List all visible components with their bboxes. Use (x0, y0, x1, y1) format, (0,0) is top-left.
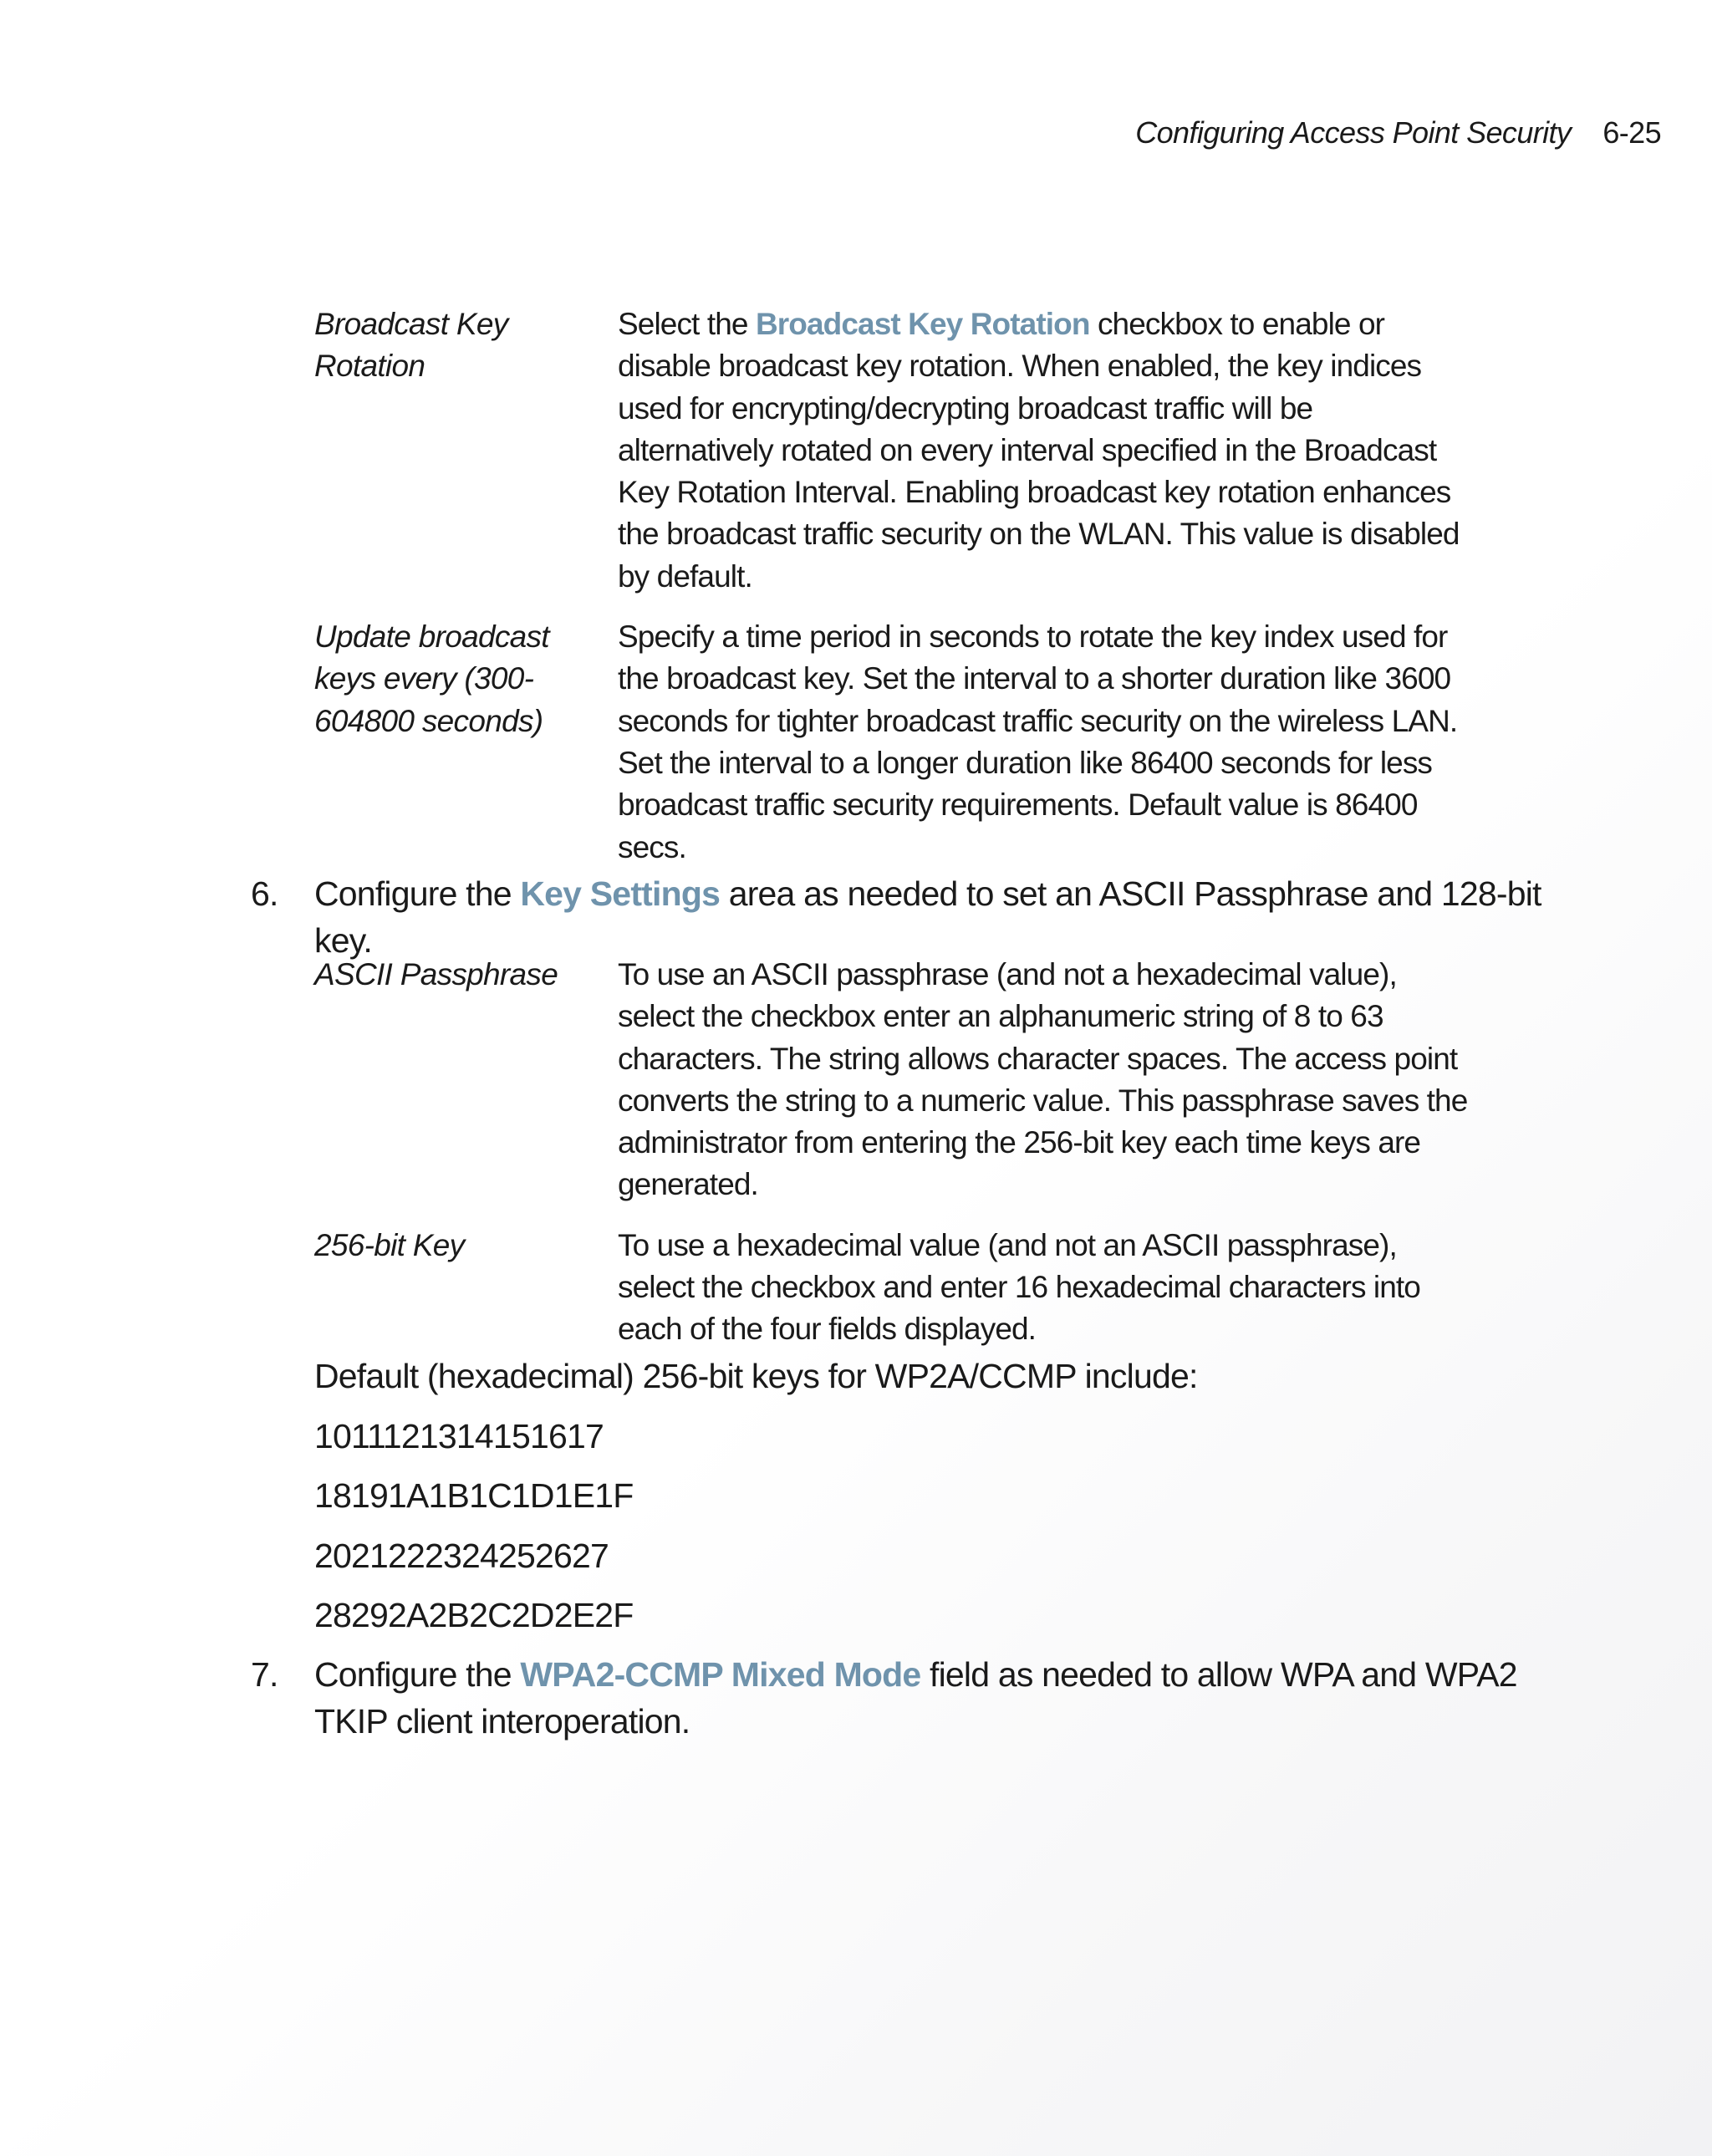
step-text (314, 1651, 1588, 1745)
step-text-part: Configure the (314, 874, 521, 913)
default-key-2: 18191A1B1C1D1E1F (314, 1476, 634, 1515)
step-text-part: Configure the (314, 1655, 521, 1694)
broadcast-key-parameter-table (314, 303, 1501, 887)
step-number: 6. (251, 874, 278, 913)
table-row (314, 303, 1501, 598)
param-definition: To use an ASCII passphrase (and not a hexadecimal value), select the checkbox enter an alphanumeric string of 8 to 63 characters. The string allows character spaces. The access point converts the string to a numeric value. This passphrase saves the administrator from entering the 256-bit key each time keys are generated. (618, 957, 1468, 1202)
table-row (314, 954, 1501, 1206)
definition-text: checkbox to enable or disable broadcast key rotation. When enabled, the key indices used for encrypting/decrypting broadcast traffic will be alternatively rotated on every interval specified in the Broadcast Key Rotation Interval. Enabling broadcast key rotation enhances the broadcast traffic security on the WLAN. This value is disabled by default. (618, 307, 1460, 594)
param-definition: To use a hexadecimal value (and not an ASCII passphrase), select the checkbox and enter 16 hexadecimal characters into each of the four fields displayed. (618, 1227, 1420, 1347)
param-definition (618, 303, 1470, 598)
ui-term-wpa2-ccmp-mixed-mode: WPA2-CCMP Mixed Mode (520, 1655, 921, 1694)
param-term: 256-bit Key (314, 1227, 465, 1262)
step-text (314, 870, 1588, 964)
running-header (1135, 115, 1661, 150)
param-term: Broadcast Key Rotation (314, 307, 508, 384)
key-settings-parameter-table (314, 954, 1501, 1369)
table-row (314, 616, 1501, 869)
default-key-4: 28292A2B2C2D2E2F (314, 1596, 634, 1634)
param-definition: Specify a time period in seconds to rotate the key index used for the broadcast key. Set the interval to a shorter duration like 3600 seconds for tighter broadcast traffic security on the wireless LAN. Set the interval to a longer duration like 86400 seconds for less broadcast traffic security requirements. Default value is 86400 secs. (618, 619, 1458, 864)
default-key-3: 2021222324252627 (314, 1537, 609, 1575)
step-text-part: area as needed to set an ASCII Passphrase and 128-bit key. (314, 874, 1541, 960)
table-row (314, 1225, 1501, 1351)
step-7 (251, 1651, 1588, 1745)
default-key-1: 1011121314151617 (314, 1417, 604, 1455)
step-6 (251, 870, 1588, 964)
ui-term-broadcast-key-rotation: Broadcast Key Rotation (755, 307, 1090, 341)
default-keys-intro: Default (hexadecimal) 256-bit keys for WP2A/CCMP include: (314, 1357, 1198, 1395)
page-number: 6-25 (1602, 115, 1661, 150)
section-title: Configuring Access Point Security (1135, 115, 1572, 150)
param-term: Update broadcast keys every (300-604800 seconds) (314, 619, 549, 738)
step-number: 7. (251, 1655, 278, 1694)
step-text-part: field as needed to allow WPA and WPA2 TKIP client interoperation. (314, 1655, 1517, 1741)
param-term: ASCII Passphrase (314, 957, 558, 991)
definition-text: Select the (618, 307, 756, 341)
ui-term-key-settings: Key Settings (520, 874, 721, 913)
